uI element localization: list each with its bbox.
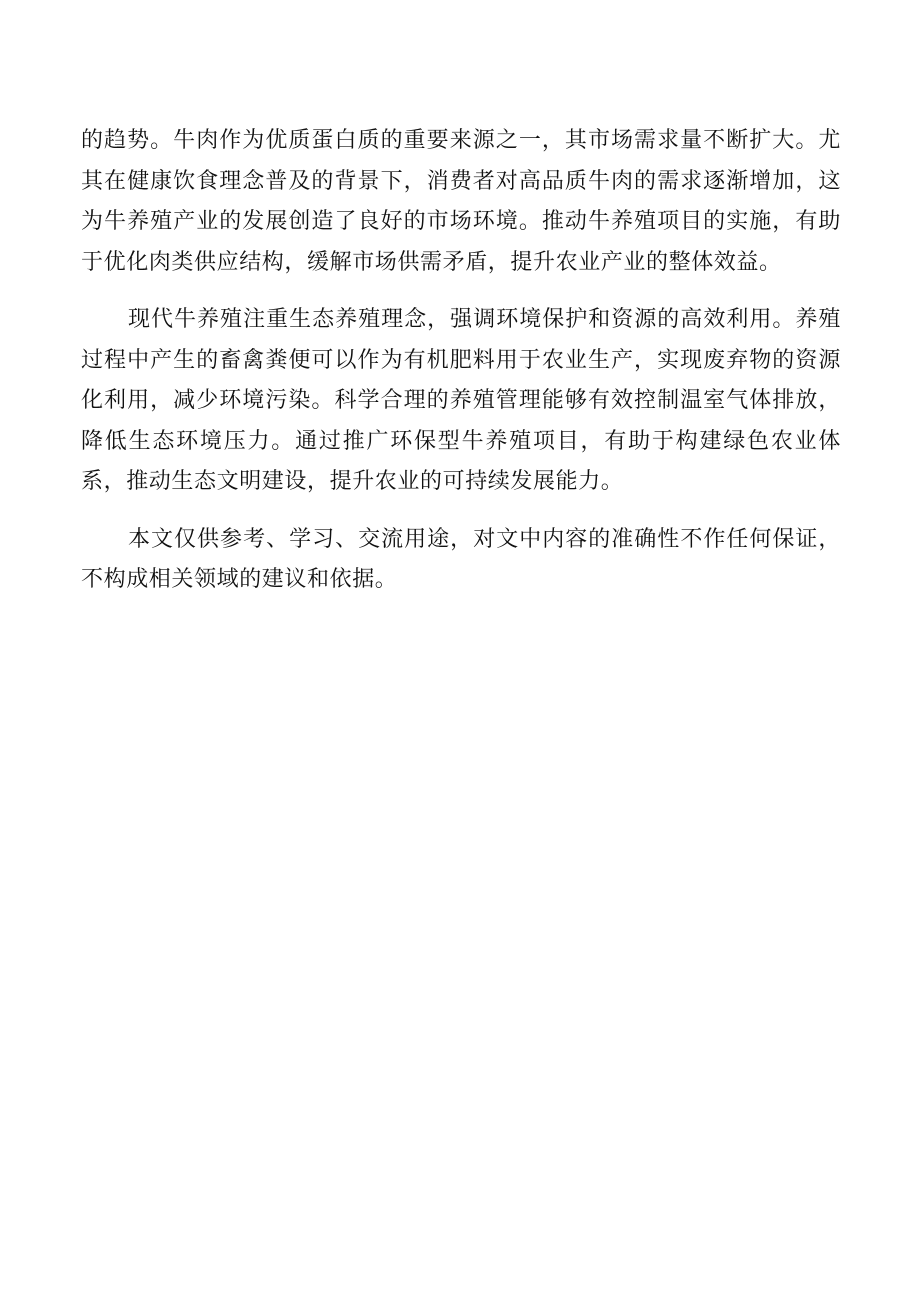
paragraph-disclaimer: 本文仅供参考、学习、交流用途，对文中内容的准确性不作任何保证，不构成相关领域的建议和依据。 <box>81 526 841 592</box>
paragraph-continuation: 的趋势。牛肉作为优质蛋白质的重要来源之一，其市场需求量不断扩大。尤其在健康饮食理念普及的背景下，消费者对高品质牛肉的需求逐渐增加，这为牛养殖产业的发展创造了良好的市场环境。推动牛养殖项目的实施，有助于优化肉类供应结构，缓解市场供需矛盾，提升农业产业的整体效益。 <box>81 128 841 275</box>
paragraph-eco-farming: 现代牛养殖注重生态养殖理念，强调环境保护和资源的高效利用。养殖过程中产生的畜禽粪便可以作为有机肥料用于农业生产，实现废弃物的资源化利用，减少环境污染。科学合理的养殖管理能够有效控制温室气体排放，降低生态环境压力。通过推广环保型牛养殖项目，有助于构建绿色农业体系，推动生态文明建设，提升农业的可持续发展能力。 <box>81 307 841 494</box>
document-body <box>81 121 841 601</box>
